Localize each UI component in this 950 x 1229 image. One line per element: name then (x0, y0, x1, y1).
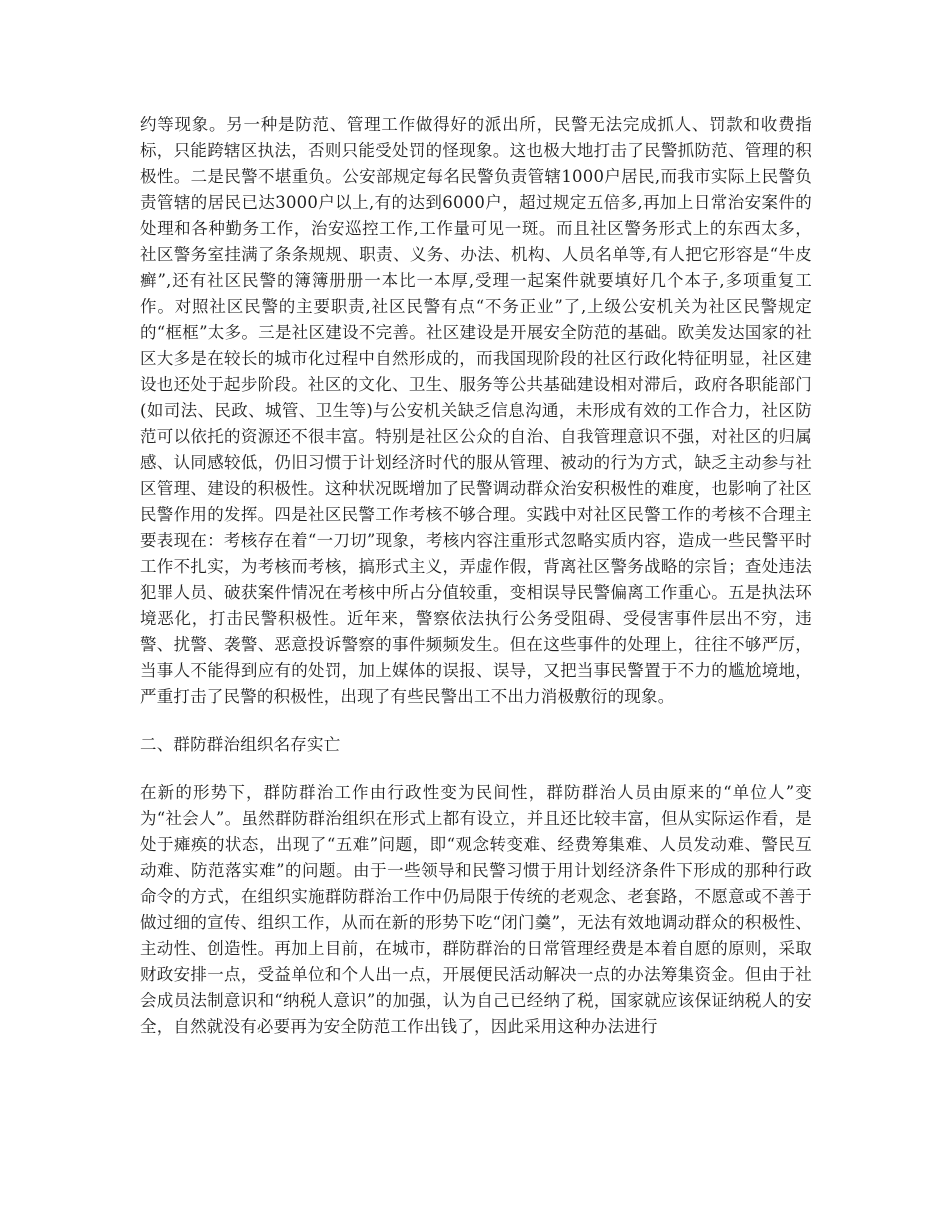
body-paragraph-1: 约等现象。另一种是防范、管理工作做得好的派出所，民警无法完成抓人、罚款和收费指标，只能跨辖区执法，否则只能受处罚的怪现象。这也极大地打击了民警抓防范、管理的积极性。二是民警不堪重负。公安部规定每名民警负责管辖1000户居民,而我市实际上民警负责管辖的居民已达3000户以上,有的达到6000户，超过规定五倍多,再加上日常治安案件的处理和各种勤务工作，治安巡控工作,工作量可见一斑。而且社区警务形式上的东西太多，社区警务室挂满了条条规规、职责、义务、办法、机构、人员名单等,有人把它形容是“牛皮癣”,还有社区民警的簿簿册册一本比一本厚,受理一起案件就要填好几个本子,多项重复工作。对照社区民警的主要职责,社区民警有点“不务正业”了,上级公安机关为社区民警规定的“框框”太多。三是社区建设不完善。社区建设是开展安全防范的基础。欧美发达国家的社区大多是在较长的城市化过程中自然形成的，而我国现阶段的社区行政化特征明显，社区建设也还处于起步阶段。社区的文化、卫生、服务等公共基础建设相对滞后，政府各职能部门(如司法、民政、城管、卫生等)与公安机关缺乏信息沟通，未形成有效的工作合力，社区防范可以依托的资源还不很丰富。特别是社区公众的自治、自我管理意识不强，对社区的归属感、认同感较低，仍旧习惯于计划经济时代的服从管理、被动的行为方式，缺乏主动参与社区管理、建设的积极性。这种状况既增加了民警调动群众治安积极性的难度，也影响了社区民警作用的发挥。四是社区民警工作考核不够合理。实践中对社区民警工作的考核不合理主要表现在：考核存在着“一刀切”现象，考核内容注重形式忽略实质内容，造成一些民警平时工作不扎实，为考核而考核，搞形式主义，弄虚作假，背离社区警务战略的宗旨；查处违法犯罪人员、破获案件情况在考核中所占分值较重，变相误导民警偏离工作重心。五是执法环境恶化，打击民警积极性。近年来，警察依法执行公务受阻碍、受侵害事件层出不穷，违警、扰警、袭警、恶意投诉警察的事件频频发生。但在这些事件的处理上，往往不够严厉，当事人不能得到应有的处罚，加上媒体的误报、误导，又把当事民警置于不力的尴尬境地，严重打击了民警的积极性，出现了有些民警出工不出力消极敷衍的现象。 (140, 115, 812, 706)
document-body (140, 112, 812, 1040)
section-heading: 二、群防群治组织名存实亡 (140, 735, 341, 754)
body-paragraph-2: 在新的形势下，群防群治工作由行政性变为民间性，群防群治人员由原来的“单位人”变为“社会人”。虽然群防群治组织在形式上都有设立，并且还比较丰富，但从实际运作看，是处于瘫痪的状态，出现了“五难”问题，即“观念转变难、经费筹集难、人员发动难、警民互动难、防范落实难”的问题。由于一些领导和民警习惯于用计划经济条件下形成的那种行政命令的方式，在组织实施群防群治工作中仍局限于传统的老观念、老套路，不愿意或不善于做过细的宣传、组织工作，从而在新的形势下吃“闭门羹”，无法有效地调动群众的积极性、主动性、创造性。再加上目前，在城市，群防群治的日常管理经费是本着自愿的原则，采取财政安排一点，受益单位和个人出一点，开展便民活动解决一点的办法筹集资金。但由于社会成员法制意识和“纳税人意识”的加强，认为自己已经纳了税，国家就应该保证纳税人的安全，自然就没有必要再为安全防范工作出钱了，因此采用这种办法进行 (140, 783, 812, 1036)
